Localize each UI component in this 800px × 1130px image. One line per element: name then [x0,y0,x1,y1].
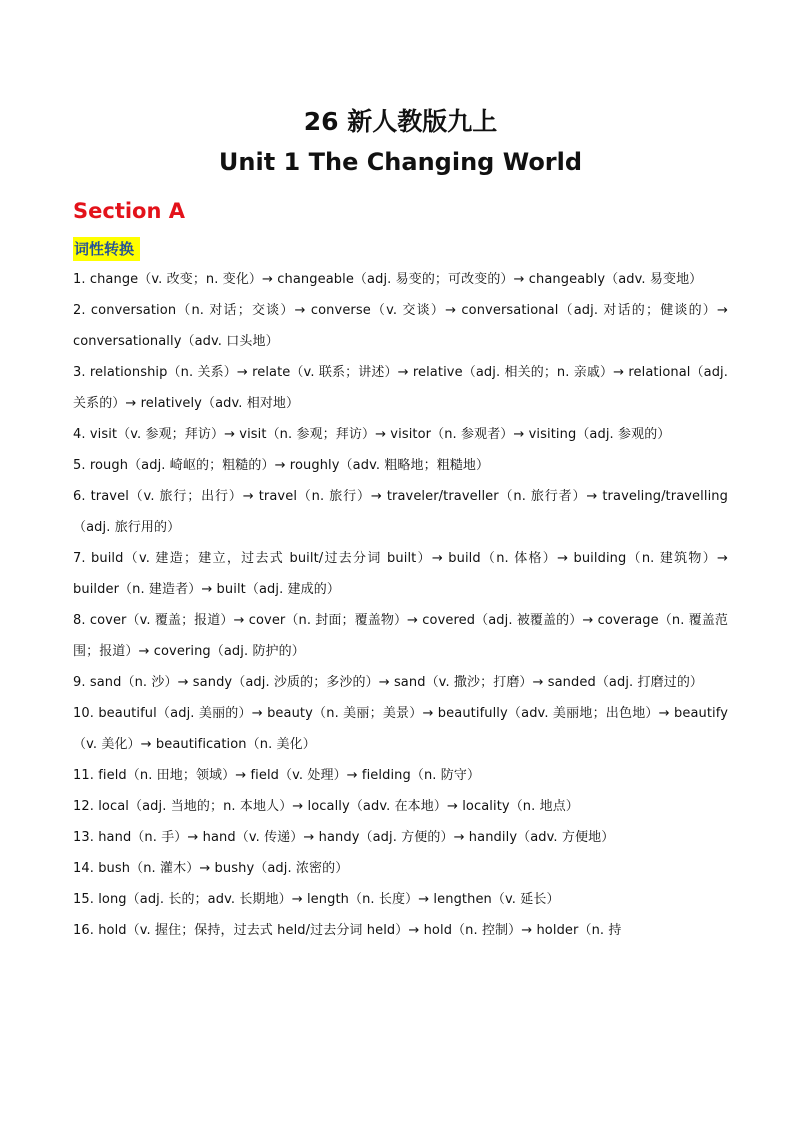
list-item: 9. sand（n. 沙）→ sandy（adj. 沙质的；多沙的）→ sand（v. 撒沙；打磨）→ sanded（adj. 打磨过的） [73,675,704,690]
page-title: 26 新人教版九上 [303,107,498,136]
list-item: 15. long（adj. 长的；adv. 长期地）→ length（n. 长度）→ lengthen（v. 延长） [73,892,560,907]
list-item: 7. build（v. 建造；建立，过去式 built/过去分词 built）→ build（n. 体格）→ building（n. 建筑物）→ builder（n. 建造者）→ built（adj. 建成的） [73,551,728,597]
list-item: 12. local（adj. 当地的；n. 本地人）→ locally（adv. 在本地）→ locality（n. 地点） [73,799,579,814]
list-item: 1. change（v. 改变；n. 变化）→ changeable（adj. 易变的；可改变的）→ changeably（adv. 易变地） [73,272,703,287]
list-item: 6. travel（v. 旅行；出行）→ travel（n. 旅行）→ traveler/traveller（n. 旅行者）→ traveling/travelling（adj. 旅行用的） [73,489,728,535]
list-item: 14. bush（n. 灌木）→ bushy（adj. 浓密的） [73,861,349,876]
list-item: 11. field（n. 田地；领域）→ field（v. 处理）→ fielding（n. 防守） [73,768,481,783]
list-item: 16. hold（v. 握住；保持，过去式 held/过去分词 held）→ hold（n. 控制）→ holder（n. 持 [73,923,622,938]
list-item: 8. cover（v. 覆盖；报道）→ cover（n. 封面；覆盖物）→ covered（adj. 被覆盖的）→ coverage（n. 覆盖范围；报道）→ covering（adj. 防护的） [73,613,728,659]
list-item: 2. conversation（n. 对话；交谈）→ converse（v. 交谈）→ conversational（adj. 对话的；健谈的）→ conversationally（adv. 口头地） [73,303,728,349]
list-item: 13. hand（n. 手）→ hand（v. 传递）→ handy（adj. 方便的）→ handily（adv. 方便地） [73,830,615,845]
subsection-wrap [73,237,728,261]
unit-title: Unit 1 The Changing World [218,148,583,176]
list-item: 10. beautiful（adj. 美丽的）→ beauty（n. 美丽；美景）→ beautifully（adv. 美丽地；出色地）→ beautify（v. 美化）→ beautification（n. 美化） [73,706,728,752]
list-item: 5. rough（adj. 崎岖的；粗糙的）→ roughly（adv. 粗略地；粗糙地） [73,458,490,473]
list-item: 3. relationship（n. 关系）→ relate（v. 联系；讲述）→ relative（adj. 相关的；n. 亲戚）→ relational（adj. 关系的）→ relatively（adv. 相对地） [73,365,728,411]
list-item: 4. visit（v. 参观；拜访）→ visit（n. 参观；拜访）→ visitor（n. 参观者）→ visiting（adj. 参观的） [73,427,671,442]
subsection-heading: 词性转换 [73,237,140,261]
entry-list [73,264,728,946]
section-heading: Section A [73,199,185,223]
